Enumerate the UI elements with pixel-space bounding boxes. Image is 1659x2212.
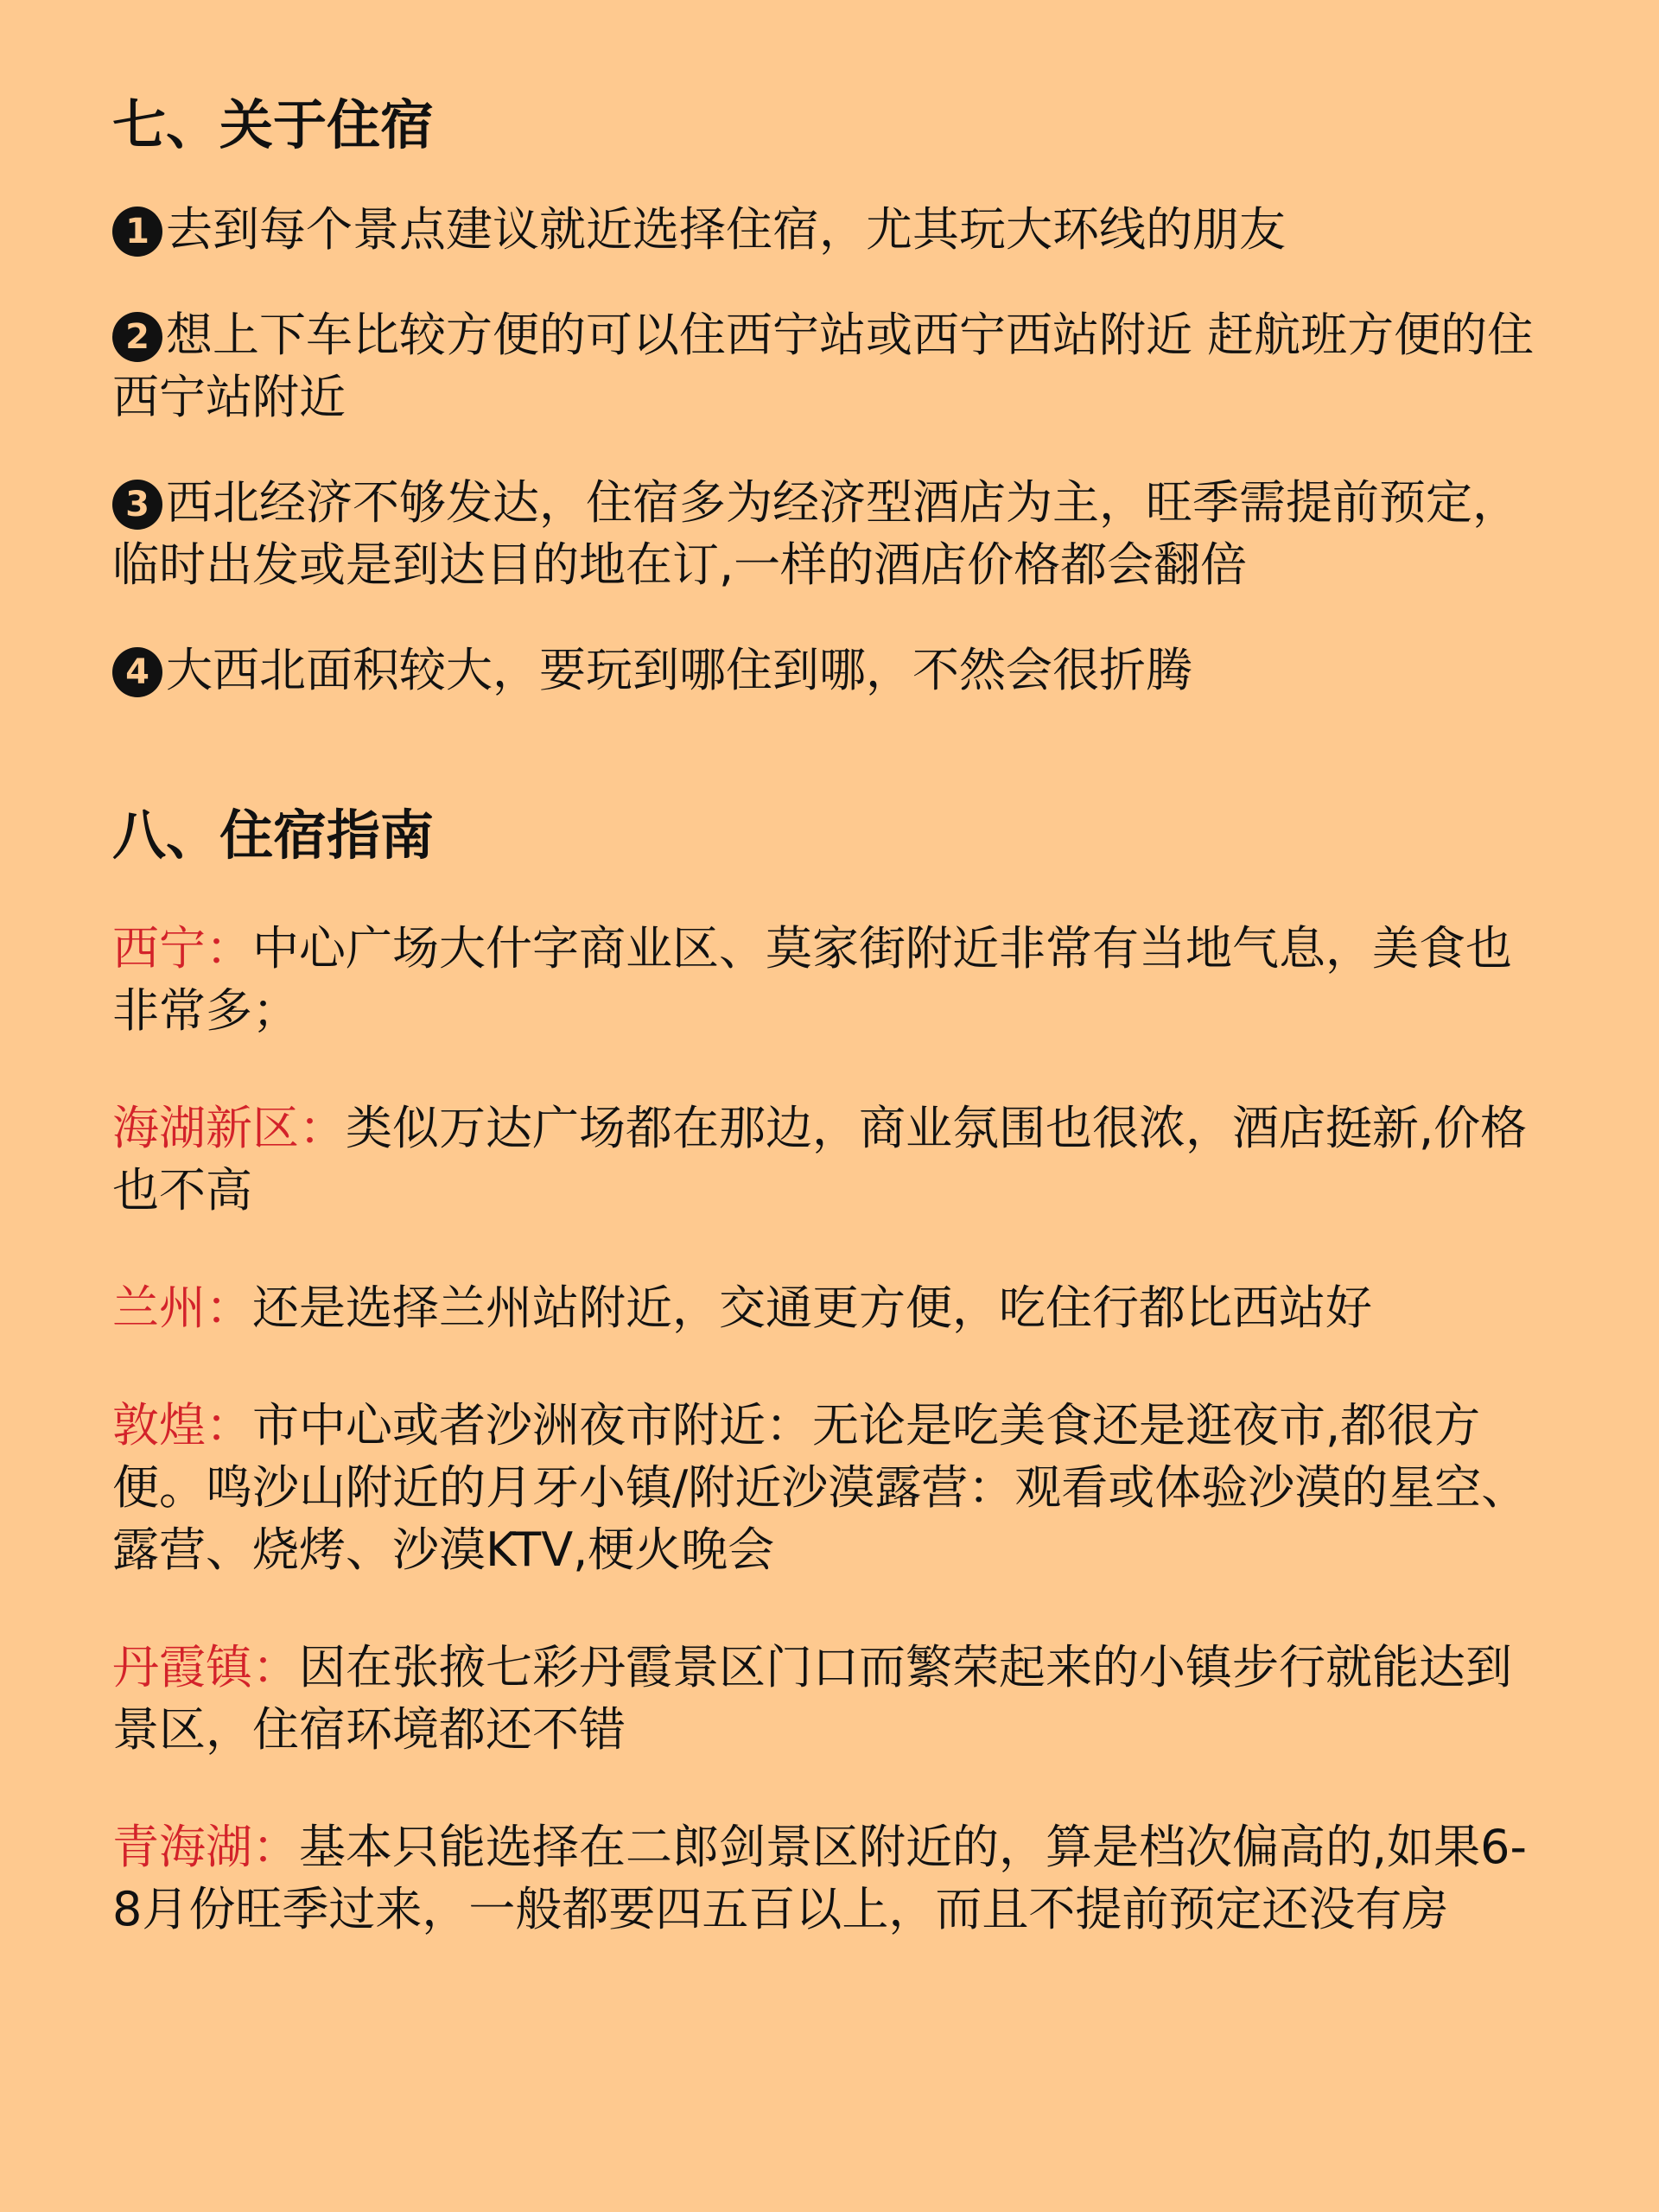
tip-text: 想上下车比较方便的可以住西宁站或西宁西站附近 赶航班方便的住西宁站附近 (112, 308, 1535, 424)
tips-list (112, 199, 1548, 702)
tip-text: 西北经济不够发达，住宿多为经济型酒店为主，旺季需提前预定，临时出发或是到达目的地在订,一样的酒店价格都会翻倍 (112, 475, 1519, 592)
guide-text: 中心广场大什字商业区、莫家街附近非常有当地气息，美食也非常多； (112, 921, 1512, 1038)
guide-item (112, 1637, 1548, 1761)
section-accommodation-guide (112, 797, 1548, 1941)
guide-text: 还是选择兰州站附近，交通更方便，吃住行都比西站好 (252, 1281, 1372, 1335)
guide-text: 基本只能选择在二郎剑景区附近的，算是档次偏高的,如果6-8月份旺季过来，一般都要四五百以上，而且不提前预定还没有房 (112, 1820, 1528, 1936)
tip-item (112, 199, 1548, 261)
guide-item (112, 918, 1548, 1042)
number-badge: 1 (112, 207, 162, 257)
tip-item (112, 639, 1548, 702)
place-name: 西宁： (112, 921, 252, 976)
tip-text: 去到每个景点建议就近选择住宿，尤其玩大环线的朋友 (166, 202, 1286, 257)
number-badge: 2 (112, 312, 162, 362)
section-title: 七、关于住宿 (112, 93, 435, 156)
guide-item (112, 1097, 1548, 1222)
section-title: 八、住宿指南 (112, 804, 435, 867)
section-accommodation-about (112, 86, 1548, 702)
guide-text: 市中心或者沙洲夜市附近：无论是吃美食还是逛夜市,都很方便。鸣沙山附近的月牙小镇/附近沙漠露营：观看或体验沙漠的星空、露营、烧烤、沙漠KTV,梗火晚会 (112, 1398, 1529, 1577)
tip-text: 大西北面积较大，要玩到哪住到哪，不然会很折腾 (166, 643, 1192, 697)
number-badge: 3 (112, 480, 162, 530)
place-name: 海湖新区： (112, 1101, 346, 1155)
guide-text: 因在张掖七彩丹霞景区门口而繁荣起来的小镇步行就能达到景区，住宿环境都还不错 (112, 1640, 1512, 1757)
place-name: 丹霞镇： (112, 1640, 299, 1694)
guide-item (112, 1395, 1548, 1581)
tip-item (112, 472, 1548, 596)
guide-text: 类似万达广场都在那边，商业氛围也很浓，酒店挺新,价格也不高 (112, 1101, 1528, 1217)
place-name: 敦煌： (112, 1398, 252, 1452)
guide-list (112, 918, 1548, 1941)
number-badge: 4 (112, 647, 162, 697)
tip-item (112, 304, 1548, 429)
guide-item (112, 1277, 1548, 1339)
place-name: 兰州： (112, 1281, 252, 1335)
place-name: 青海湖： (112, 1820, 299, 1874)
guide-item (112, 1816, 1548, 1941)
